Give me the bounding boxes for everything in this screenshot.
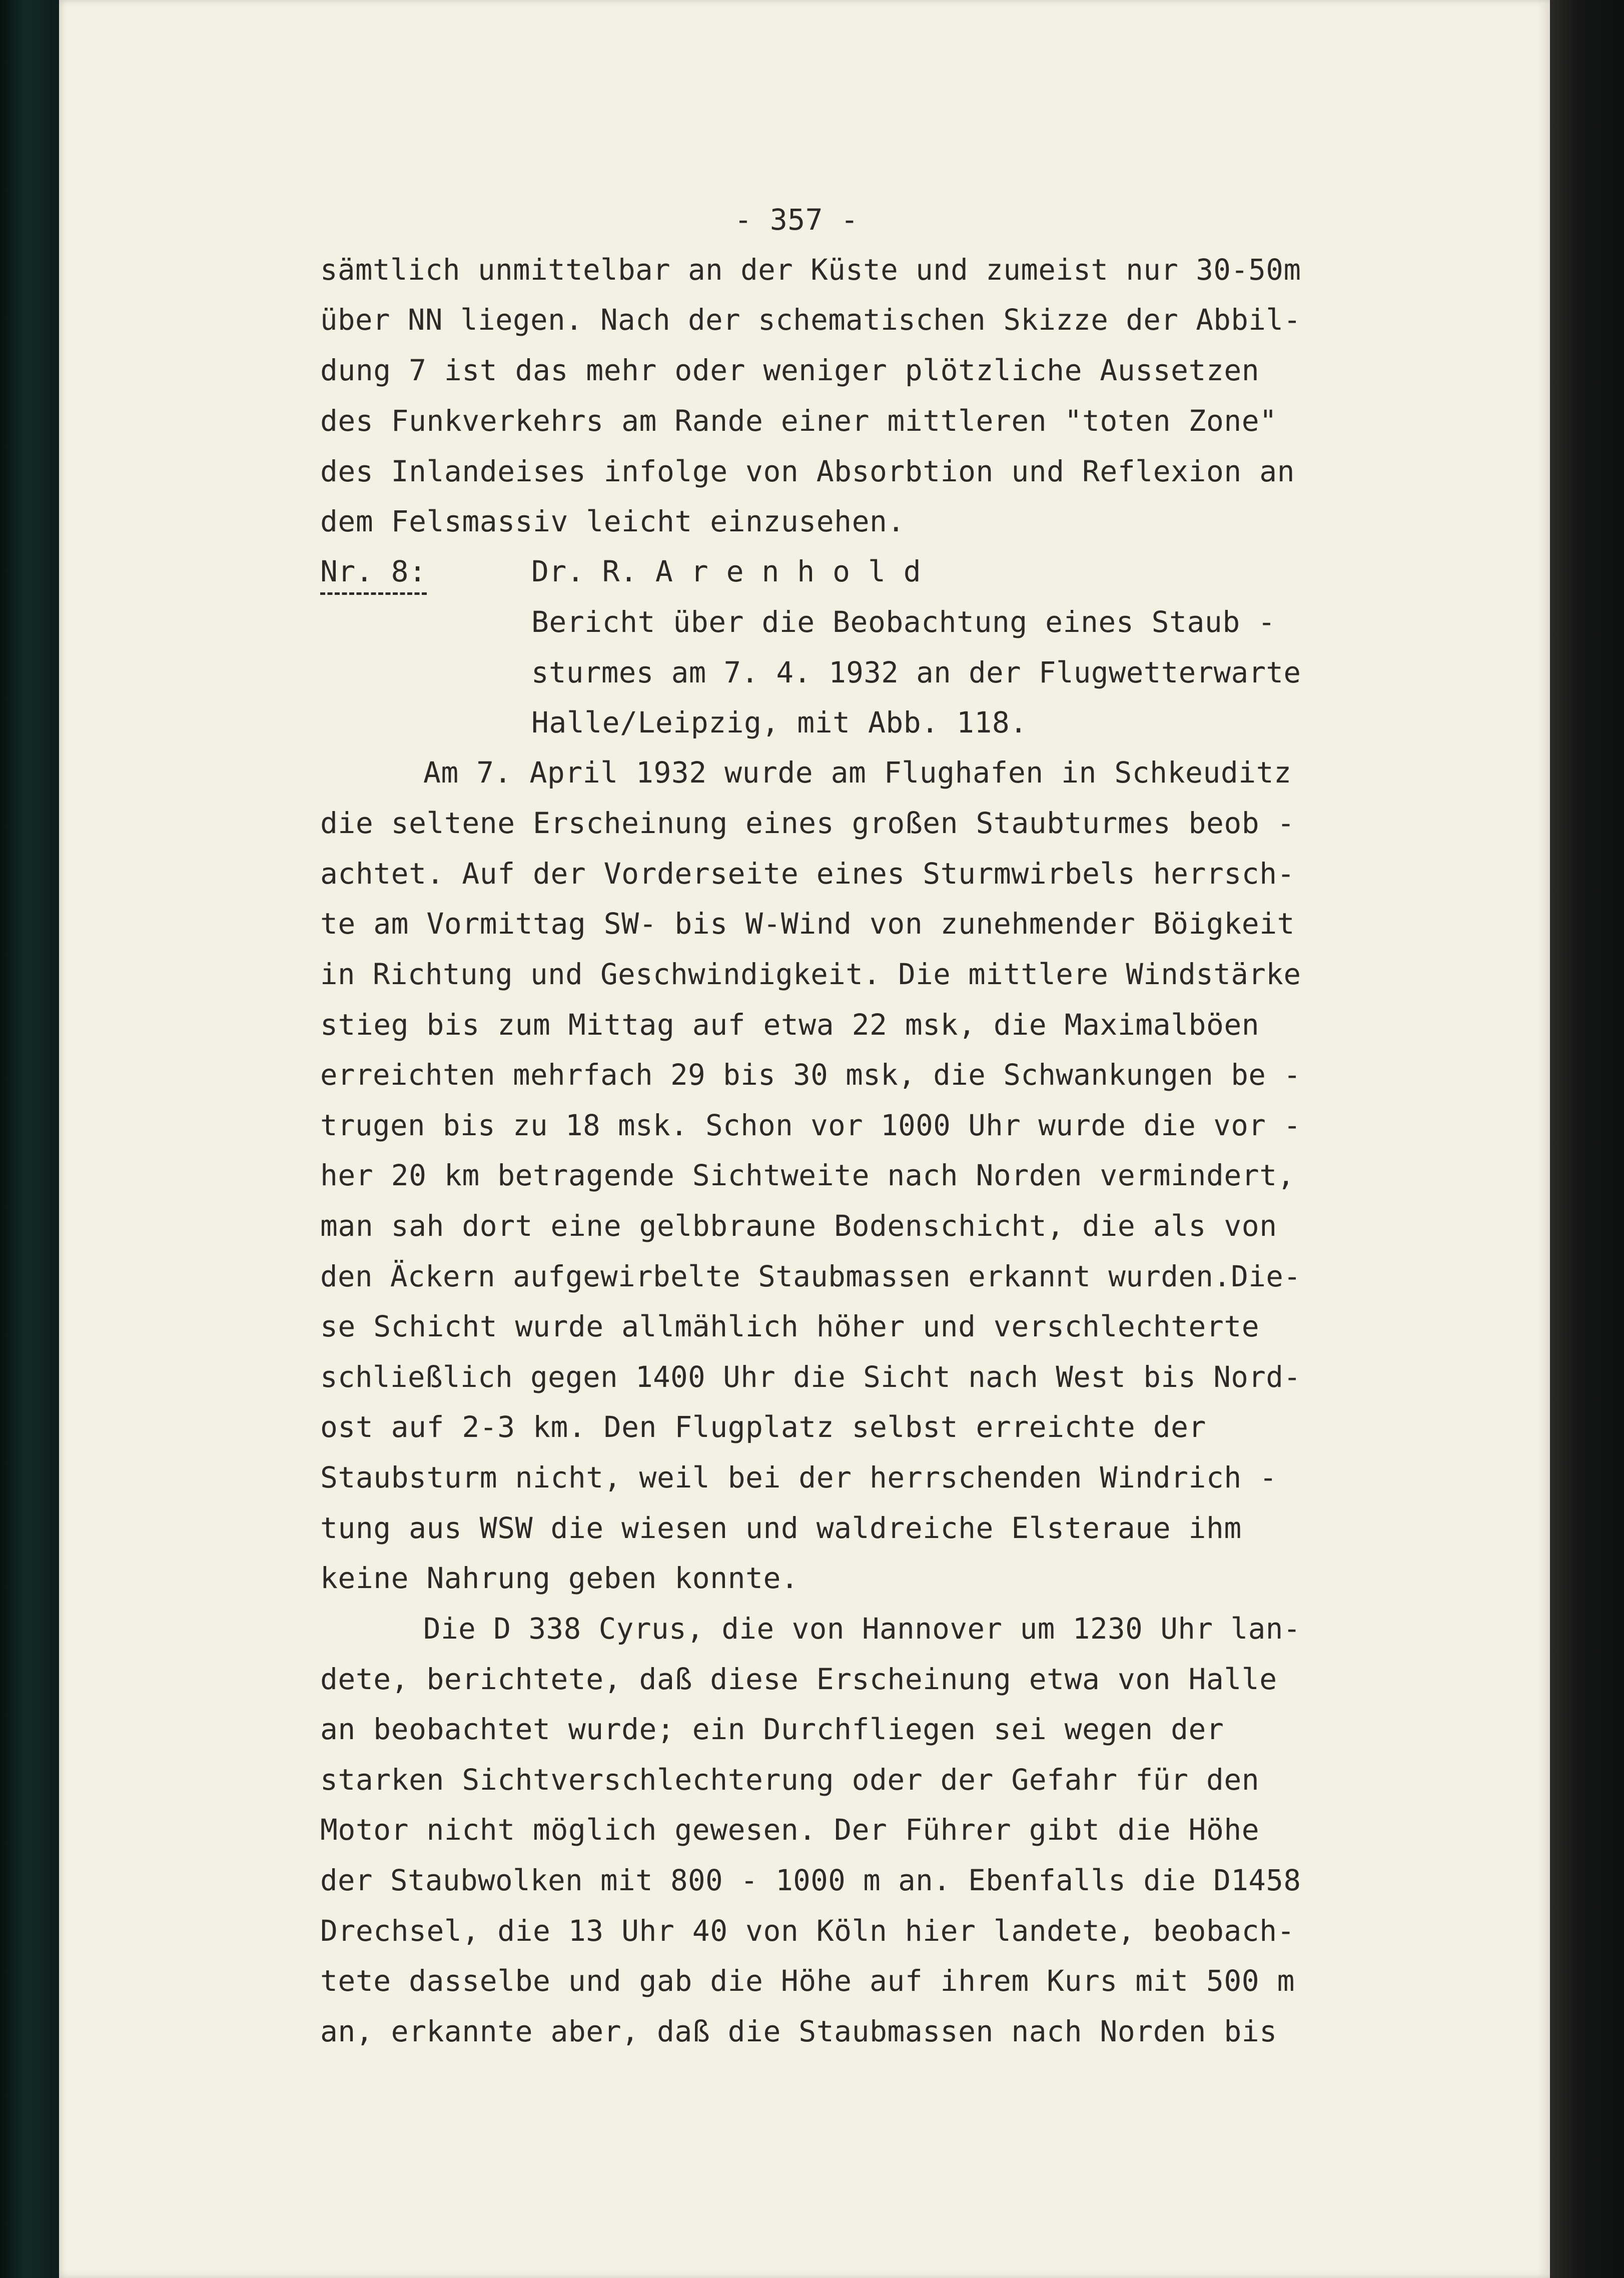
entry-title-line: sturmes am 7. 4. 1932 an der Flugwetterwarte (531, 655, 1301, 689)
text-line: trugen bis zu 18 msk. Schon vor 1000 Uhr wurde die vor - (320, 1108, 1301, 1142)
text-line: des Funkverkehrs am Rande einer mittleren "toten Zone" (320, 404, 1277, 438)
scan-border-right (1550, 0, 1624, 2278)
entry-title-line: Bericht über die Beobachtung eines Staub - (531, 605, 1276, 639)
text-line: Drechsel, die 13 Uhr 40 von Köln hier landete, beobach- (320, 1914, 1295, 1948)
text-line: Am 7. April 1932 wurde am Flughafen in Schkeuditz (423, 755, 1292, 790)
page-number: - 357 - (734, 203, 859, 237)
text-line: her 20 km betragende Sichtweite nach Norden vermindert, (320, 1158, 1295, 1192)
text-line: dung 7 ist das mehr oder weniger plötzliche Aussetzen (320, 353, 1260, 387)
text-line: schließlich gegen 1400 Uhr die Sicht nach West bis Nord- (320, 1360, 1301, 1394)
text-line: der Staubwolken mit 800 - 1000 m an. Ebenfalls die D1458 (320, 1863, 1301, 1897)
text-line: den Äckern aufgewirbelte Staubmassen erkannt wurden.Die- (320, 1259, 1301, 1293)
text-line: über NN liegen. Nach der schematischen Skizze der Abbil- (320, 303, 1301, 337)
text-line: tung aus WSW die wiesen und waldreiche Elsteraue ihm (320, 1511, 1242, 1545)
text-line: starken Sichtverschlechterung oder der Gefahr für den (320, 1763, 1260, 1797)
text-line: keine Nahrung geben konnte. (320, 1561, 799, 1595)
scan-border-left (0, 0, 59, 2278)
text-line: Die D 338 Cyrus, die von Hannover um 1230 Uhr lan- (423, 1612, 1301, 1646)
text-line: Staubsturm nicht, weil bei der herrschenden Windrich - (320, 1460, 1277, 1494)
text-line: tete dasselbe und gab die Höhe auf ihrem Kurs mit 500 m (320, 1964, 1295, 1998)
text-line: Motor nicht möglich gewesen. Der Führer gibt die Höhe (320, 1813, 1260, 1847)
text-line: achtet. Auf der Vorderseite eines Sturmwirbels herrsch- (320, 857, 1295, 891)
entry-label (320, 554, 427, 588)
text-line: te am Vormittag SW- bis W-Wind von zunehmender Böigkeit (320, 907, 1295, 941)
text-line: se Schicht wurde allmählich höher und verschlechterte (320, 1309, 1260, 1343)
entry-label-text: Nr. 8: (320, 554, 427, 595)
text-line: dete, berichtete, daß diese Erscheinung etwa von Halle (320, 1662, 1277, 1696)
entry-author: Dr. R. A r e n h o l d (531, 554, 922, 588)
entry-title-line: Halle/Leipzig, mit Abb. 118. (531, 705, 1028, 739)
text-line: stieg bis zum Mittag auf etwa 22 msk, die Maximalböen (320, 1008, 1260, 1042)
text-line: an, erkannte aber, daß die Staubmassen nach Norden bis (320, 2014, 1277, 2048)
text-line: ost auf 2-3 km. Den Flugplatz selbst erreichte der (320, 1410, 1206, 1444)
text-line: erreichten mehrfach 29 bis 30 msk, die Schwankungen be - (320, 1058, 1301, 1092)
text-line: sämtlich unmittelbar an der Küste und zumeist nur 30-50m (320, 253, 1301, 287)
text-line: in Richtung und Geschwindigkeit. Die mittlere Windstärke (320, 957, 1301, 991)
text-line: des Inlandeises infolge von Absorbtion und Reflexion an (320, 454, 1295, 488)
text-line: man sah dort eine gelbbraune Bodenschicht, die als von (320, 1209, 1277, 1243)
text-line: an beobachtet wurde; ein Durchfliegen sei wegen der (320, 1712, 1224, 1746)
text-line: die seltene Erscheinung eines großen Staubturmes beob - (320, 806, 1295, 840)
text-line: dem Felsmassiv leicht einzusehen. (320, 504, 905, 538)
